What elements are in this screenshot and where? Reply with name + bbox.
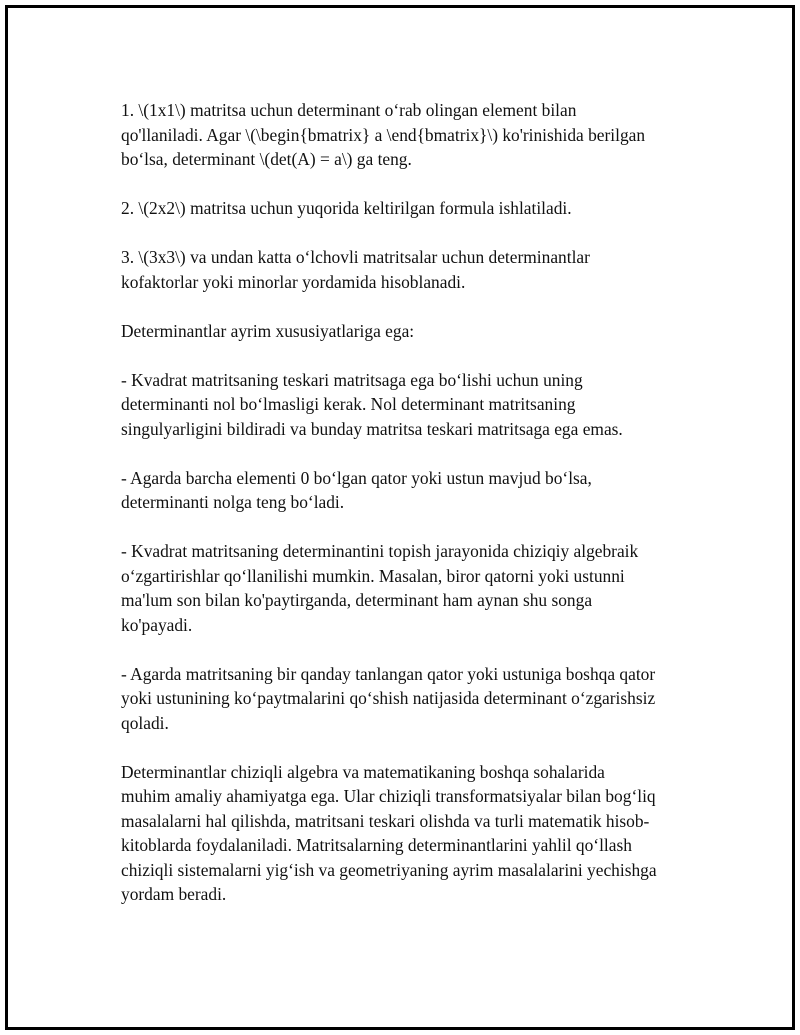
paragraph-conclusion: Determinantlar chiziqli algebra va matematikaning boshqa sohalarida muhim amaliy ahamiyatga ega. Ular chiziqli transformatsiyalar bilan bog‘liq masalalarni hal qilishda, matritsani teskari olishda va turli matematik hisob- kitoblarda foydalaniladi. Matritsalarning determinantlarini yahlil qo‘llash chiziqli sistemalarni yig‘ish va geometriyaning ayrim masalalarini yechishga yordam beradi. xyxy=(121,761,657,904)
document-body xyxy=(121,98,706,931)
page-frame xyxy=(5,5,795,1030)
paragraph-property-zero-row: - Agarda barcha elementi 0 bo‘lgan qator yoki ustun mavjud bo‘lsa, determinanti nolga teng bo‘ladi. xyxy=(121,467,592,512)
paragraph-properties-intro: Determinantlar ayrim xususiyatlariga ega: xyxy=(121,320,415,341)
paragraph-property-row-scaling: - Kvadrat matritsaning determinantini topish jarayonida chiziqiy algebraik o‘zgartirishlar qo‘llanilishi mumkin. Masalan, biror qatorni yoki ustunni ma'lum son bilan ko'paytirganda, determinant ham aynan shu songa ko'payadi. xyxy=(121,541,639,635)
paragraph-property-row-addition: - Agarda matritsaning bir qanday tanlangan qator yoki ustuniga boshqa qator yoki ustunining ko‘paytmalarini qo‘shish natijasida determinant o‘zgarishsiz qoladi. xyxy=(121,663,656,733)
paragraph-2x2-determinant: 2. \(2x2\) matritsa uchun yuqorida keltirilgan formula ishlatiladi. xyxy=(121,198,572,218)
paragraph-3x3-determinant: 3. \(3x3\) va undan katta o‘lchovli matritsalar uchun determinantlar kofaktorlar yoki minorlar yordamida hisoblanadi. xyxy=(121,247,590,292)
paragraph-1x1-determinant: 1. \(1x1\) matritsa uchun determinant o‘rab olingan element bilan qo'llaniladi. Agar \(\begin{bmatrix} a \end{bmatrix}\) ko'rinishida berilgan bo‘lsa, determinant \(det(A) = a\) ga teng. xyxy=(121,100,646,169)
paragraph-property-inverse: - Kvadrat matritsaning teskari matritsaga ega bo‘lishi uchun uning determinanti nol bo‘lmasligi kerak. Nol determinant matritsaning singulyarligini bildiradi va bunday matritsa teskari matritsaga ega emas. xyxy=(121,369,623,439)
